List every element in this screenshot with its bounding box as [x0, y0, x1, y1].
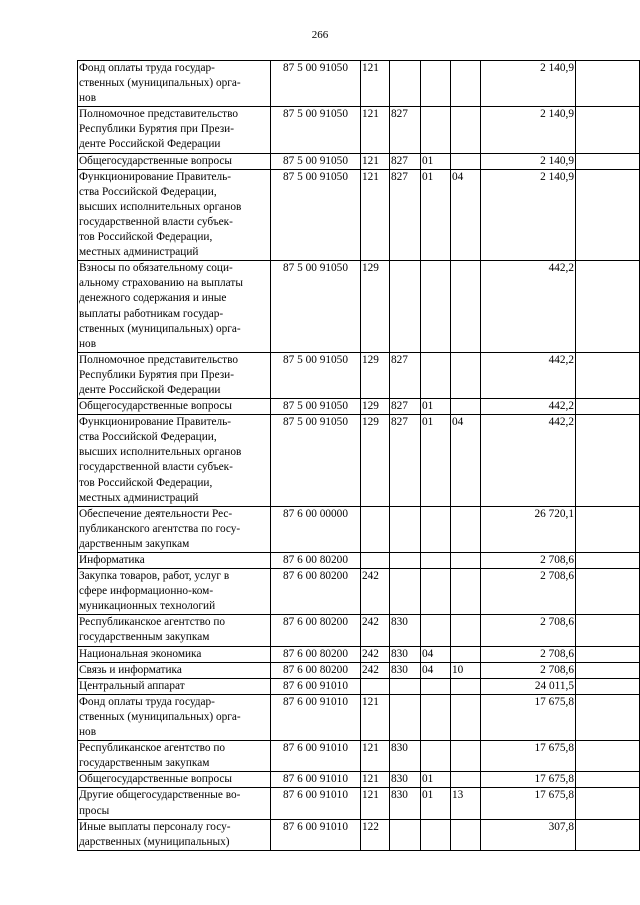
subsection-code-cell — [451, 107, 481, 153]
section-code-cell: 04 — [421, 646, 451, 662]
subsection-code-cell — [451, 399, 481, 415]
empty-cell — [576, 678, 640, 694]
section-code-cell — [421, 506, 451, 552]
administrator-code-cell: 830 — [390, 646, 421, 662]
expense-type-code-cell: 121 — [361, 153, 390, 169]
amount-cell: 17 675,8 — [481, 741, 576, 772]
section-code-cell — [421, 678, 451, 694]
item-name-cell: Информатика — [78, 553, 271, 569]
item-name-cell: Взносы по обязательному соци- альному страхованию на выплаты денежного содержания и иные выплаты работникам государ- ственных (муниципальных) орга- нов — [78, 261, 271, 353]
amount-cell: 307,8 — [481, 819, 576, 850]
table-row — [78, 107, 640, 153]
subsection-code-cell: 10 — [451, 662, 481, 678]
subsection-code-cell — [451, 678, 481, 694]
empty-cell — [576, 646, 640, 662]
table-row — [78, 506, 640, 552]
section-code-cell: 01 — [421, 169, 451, 261]
subsection-code-cell — [451, 694, 481, 740]
amount-cell: 2 140,9 — [481, 107, 576, 153]
expense-type-code-cell: 121 — [361, 741, 390, 772]
item-name-cell: Полномочное представительство Республики Бурятия при Прези- денте Российской Федерации — [78, 352, 271, 398]
administrator-code-cell — [390, 506, 421, 552]
expense-type-code-cell: 121 — [361, 788, 390, 819]
section-code-cell — [421, 741, 451, 772]
expense-type-code-cell — [361, 678, 390, 694]
table-row — [78, 662, 640, 678]
expense-type-code-cell: 242 — [361, 662, 390, 678]
budget-table-body — [78, 61, 640, 851]
item-name-cell: Фонд оплаты труда государ- ственных (муниципальных) орга- нов — [78, 61, 271, 107]
table-row — [78, 352, 640, 398]
subsection-code-cell — [451, 261, 481, 353]
item-name-cell: Общегосударственные вопросы — [78, 772, 271, 788]
target-article-code-cell: 87 6 00 80200 — [271, 553, 361, 569]
amount-cell: 24 011,5 — [481, 678, 576, 694]
target-article-code-cell: 87 5 00 91050 — [271, 61, 361, 107]
item-name-cell: Фонд оплаты труда государ- ственных (муниципальных) орга- нов — [78, 694, 271, 740]
table-row — [78, 788, 640, 819]
section-code-cell — [421, 107, 451, 153]
subsection-code-cell: 04 — [451, 415, 481, 507]
amount-cell: 2 708,6 — [481, 646, 576, 662]
target-article-code-cell: 87 6 00 91010 — [271, 819, 361, 850]
empty-cell — [576, 107, 640, 153]
empty-cell — [576, 153, 640, 169]
subsection-code-cell: 04 — [451, 169, 481, 261]
amount-cell: 2 140,9 — [481, 169, 576, 261]
empty-cell — [576, 352, 640, 398]
section-code-cell — [421, 553, 451, 569]
amount-cell: 26 720,1 — [481, 506, 576, 552]
empty-cell — [576, 553, 640, 569]
expense-type-code-cell: 121 — [361, 107, 390, 153]
table-row — [78, 261, 640, 353]
amount-cell: 2 708,6 — [481, 569, 576, 615]
page-number: 266 — [311, 29, 329, 41]
administrator-code-cell — [390, 261, 421, 353]
section-code-cell — [421, 694, 451, 740]
target-article-code-cell: 87 5 00 91050 — [271, 415, 361, 507]
administrator-code-cell — [390, 694, 421, 740]
expense-type-code-cell: 242 — [361, 646, 390, 662]
target-article-code-cell: 87 5 00 91050 — [271, 399, 361, 415]
section-code-cell — [421, 819, 451, 850]
expense-type-code-cell: 121 — [361, 169, 390, 261]
expense-type-code-cell — [361, 553, 390, 569]
section-code-cell — [421, 569, 451, 615]
subsection-code-cell — [451, 153, 481, 169]
empty-cell — [576, 819, 640, 850]
target-article-code-cell: 87 5 00 91050 — [271, 169, 361, 261]
target-article-code-cell: 87 6 00 80200 — [271, 646, 361, 662]
empty-cell — [576, 506, 640, 552]
item-name-cell: Центральный аппарат — [78, 678, 271, 694]
empty-cell — [576, 662, 640, 678]
table-row — [78, 61, 640, 107]
administrator-code-cell — [390, 569, 421, 615]
subsection-code-cell — [451, 615, 481, 646]
item-name-cell: Функционирование Правитель- ства Российской Федерации, высших исполнительных органов государственной власти субъек- тов Российской Федерации, местных администраций — [78, 169, 271, 261]
item-name-cell: Общегосударственные вопросы — [78, 153, 271, 169]
item-name-cell: Функционирование Правитель- ства Российской Федерации, высших исполнительных органов государственной власти субъек- тов Российской Федерации, местных администраций — [78, 415, 271, 507]
administrator-code-cell — [390, 553, 421, 569]
subsection-code-cell: 13 — [451, 788, 481, 819]
amount-cell: 442,2 — [481, 352, 576, 398]
item-name-cell: Закупка товаров, работ, услуг в сфере информационно-ком- муникационных технологий — [78, 569, 271, 615]
administrator-code-cell — [390, 61, 421, 107]
empty-cell — [576, 261, 640, 353]
administrator-code-cell: 827 — [390, 415, 421, 507]
empty-cell — [576, 741, 640, 772]
administrator-code-cell: 827 — [390, 169, 421, 261]
expense-type-code-cell: 242 — [361, 569, 390, 615]
administrator-code-cell: 830 — [390, 772, 421, 788]
table-row — [78, 399, 640, 415]
administrator-code-cell: 827 — [390, 153, 421, 169]
subsection-code-cell — [451, 61, 481, 107]
subsection-code-cell — [451, 772, 481, 788]
table-row — [78, 772, 640, 788]
target-article-code-cell: 87 5 00 91050 — [271, 153, 361, 169]
table-row — [78, 615, 640, 646]
subsection-code-cell — [451, 819, 481, 850]
empty-cell — [576, 569, 640, 615]
expense-type-code-cell: 129 — [361, 352, 390, 398]
empty-cell — [576, 169, 640, 261]
subsection-code-cell — [451, 646, 481, 662]
subsection-code-cell — [451, 553, 481, 569]
item-name-cell: Полномочное представительство Республики Бурятия при Прези- денте Российской Федерации — [78, 107, 271, 153]
target-article-code-cell: 87 6 00 91010 — [271, 788, 361, 819]
table-row — [78, 741, 640, 772]
amount-cell: 2 708,6 — [481, 615, 576, 646]
administrator-code-cell: 830 — [390, 662, 421, 678]
administrator-code-cell — [390, 678, 421, 694]
target-article-code-cell: 87 6 00 80200 — [271, 615, 361, 646]
target-article-code-cell: 87 6 00 91010 — [271, 694, 361, 740]
section-code-cell: 01 — [421, 772, 451, 788]
table-row — [78, 819, 640, 850]
expense-type-code-cell: 121 — [361, 772, 390, 788]
administrator-code-cell: 830 — [390, 788, 421, 819]
empty-cell — [576, 694, 640, 740]
subsection-code-cell — [451, 352, 481, 398]
section-code-cell — [421, 61, 451, 107]
section-code-cell: 04 — [421, 662, 451, 678]
empty-cell — [576, 61, 640, 107]
target-article-code-cell: 87 6 00 91010 — [271, 772, 361, 788]
target-article-code-cell: 87 5 00 91050 — [271, 261, 361, 353]
administrator-code-cell: 827 — [390, 107, 421, 153]
section-code-cell: 01 — [421, 788, 451, 819]
table-row — [78, 153, 640, 169]
empty-cell — [576, 415, 640, 507]
administrator-code-cell: 827 — [390, 352, 421, 398]
subsection-code-cell — [451, 741, 481, 772]
item-name-cell: Обеспечение деятельности Рес- публиканского агентства по госу- дарственным закупкам — [78, 506, 271, 552]
target-article-code-cell: 87 5 00 91050 — [271, 352, 361, 398]
expense-type-code-cell: 129 — [361, 399, 390, 415]
amount-cell: 442,2 — [481, 261, 576, 353]
item-name-cell: Республиканское агентство по государственным закупкам — [78, 615, 271, 646]
item-name-cell: Общегосударственные вопросы — [78, 399, 271, 415]
table-row — [78, 678, 640, 694]
table-row — [78, 553, 640, 569]
target-article-code-cell: 87 6 00 91010 — [271, 678, 361, 694]
section-code-cell — [421, 615, 451, 646]
section-code-cell: 01 — [421, 415, 451, 507]
amount-cell: 2 708,6 — [481, 553, 576, 569]
item-name-cell: Республиканское агентство по государственным закупкам — [78, 741, 271, 772]
expense-type-code-cell: 121 — [361, 61, 390, 107]
section-code-cell — [421, 261, 451, 353]
target-article-code-cell: 87 6 00 00000 — [271, 506, 361, 552]
table-row — [78, 169, 640, 261]
subsection-code-cell — [451, 506, 481, 552]
item-name-cell: Иные выплаты персоналу госу- дарственных (муниципальных) — [78, 819, 271, 850]
amount-cell: 17 675,8 — [481, 788, 576, 819]
empty-cell — [576, 615, 640, 646]
table-row — [78, 694, 640, 740]
amount-cell: 442,2 — [481, 399, 576, 415]
amount-cell: 17 675,8 — [481, 772, 576, 788]
empty-cell — [576, 788, 640, 819]
target-article-code-cell: 87 6 00 91010 — [271, 741, 361, 772]
administrator-code-cell: 827 — [390, 399, 421, 415]
empty-cell — [576, 772, 640, 788]
amount-cell: 17 675,8 — [481, 694, 576, 740]
expense-type-code-cell: 129 — [361, 415, 390, 507]
table-row — [78, 415, 640, 507]
item-name-cell: Другие общегосударственные во- просы — [78, 788, 271, 819]
expense-type-code-cell: 122 — [361, 819, 390, 850]
table-row — [78, 569, 640, 615]
empty-cell — [576, 399, 640, 415]
administrator-code-cell — [390, 819, 421, 850]
expense-type-code-cell: 242 — [361, 615, 390, 646]
amount-cell: 2 140,9 — [481, 153, 576, 169]
amount-cell: 442,2 — [481, 415, 576, 507]
subsection-code-cell — [451, 569, 481, 615]
target-article-code-cell: 87 6 00 80200 — [271, 569, 361, 615]
expense-type-code-cell: 129 — [361, 261, 390, 353]
administrator-code-cell: 830 — [390, 741, 421, 772]
section-code-cell — [421, 352, 451, 398]
amount-cell: 2 708,6 — [481, 662, 576, 678]
table-row — [78, 646, 640, 662]
expense-type-code-cell: 121 — [361, 694, 390, 740]
expense-type-code-cell — [361, 506, 390, 552]
target-article-code-cell: 87 6 00 80200 — [271, 662, 361, 678]
section-code-cell: 01 — [421, 153, 451, 169]
administrator-code-cell: 830 — [390, 615, 421, 646]
budget-table — [77, 60, 640, 851]
amount-cell: 2 140,9 — [481, 61, 576, 107]
target-article-code-cell: 87 5 00 91050 — [271, 107, 361, 153]
item-name-cell: Связь и информатика — [78, 662, 271, 678]
section-code-cell: 01 — [421, 399, 451, 415]
item-name-cell: Национальная экономика — [78, 646, 271, 662]
